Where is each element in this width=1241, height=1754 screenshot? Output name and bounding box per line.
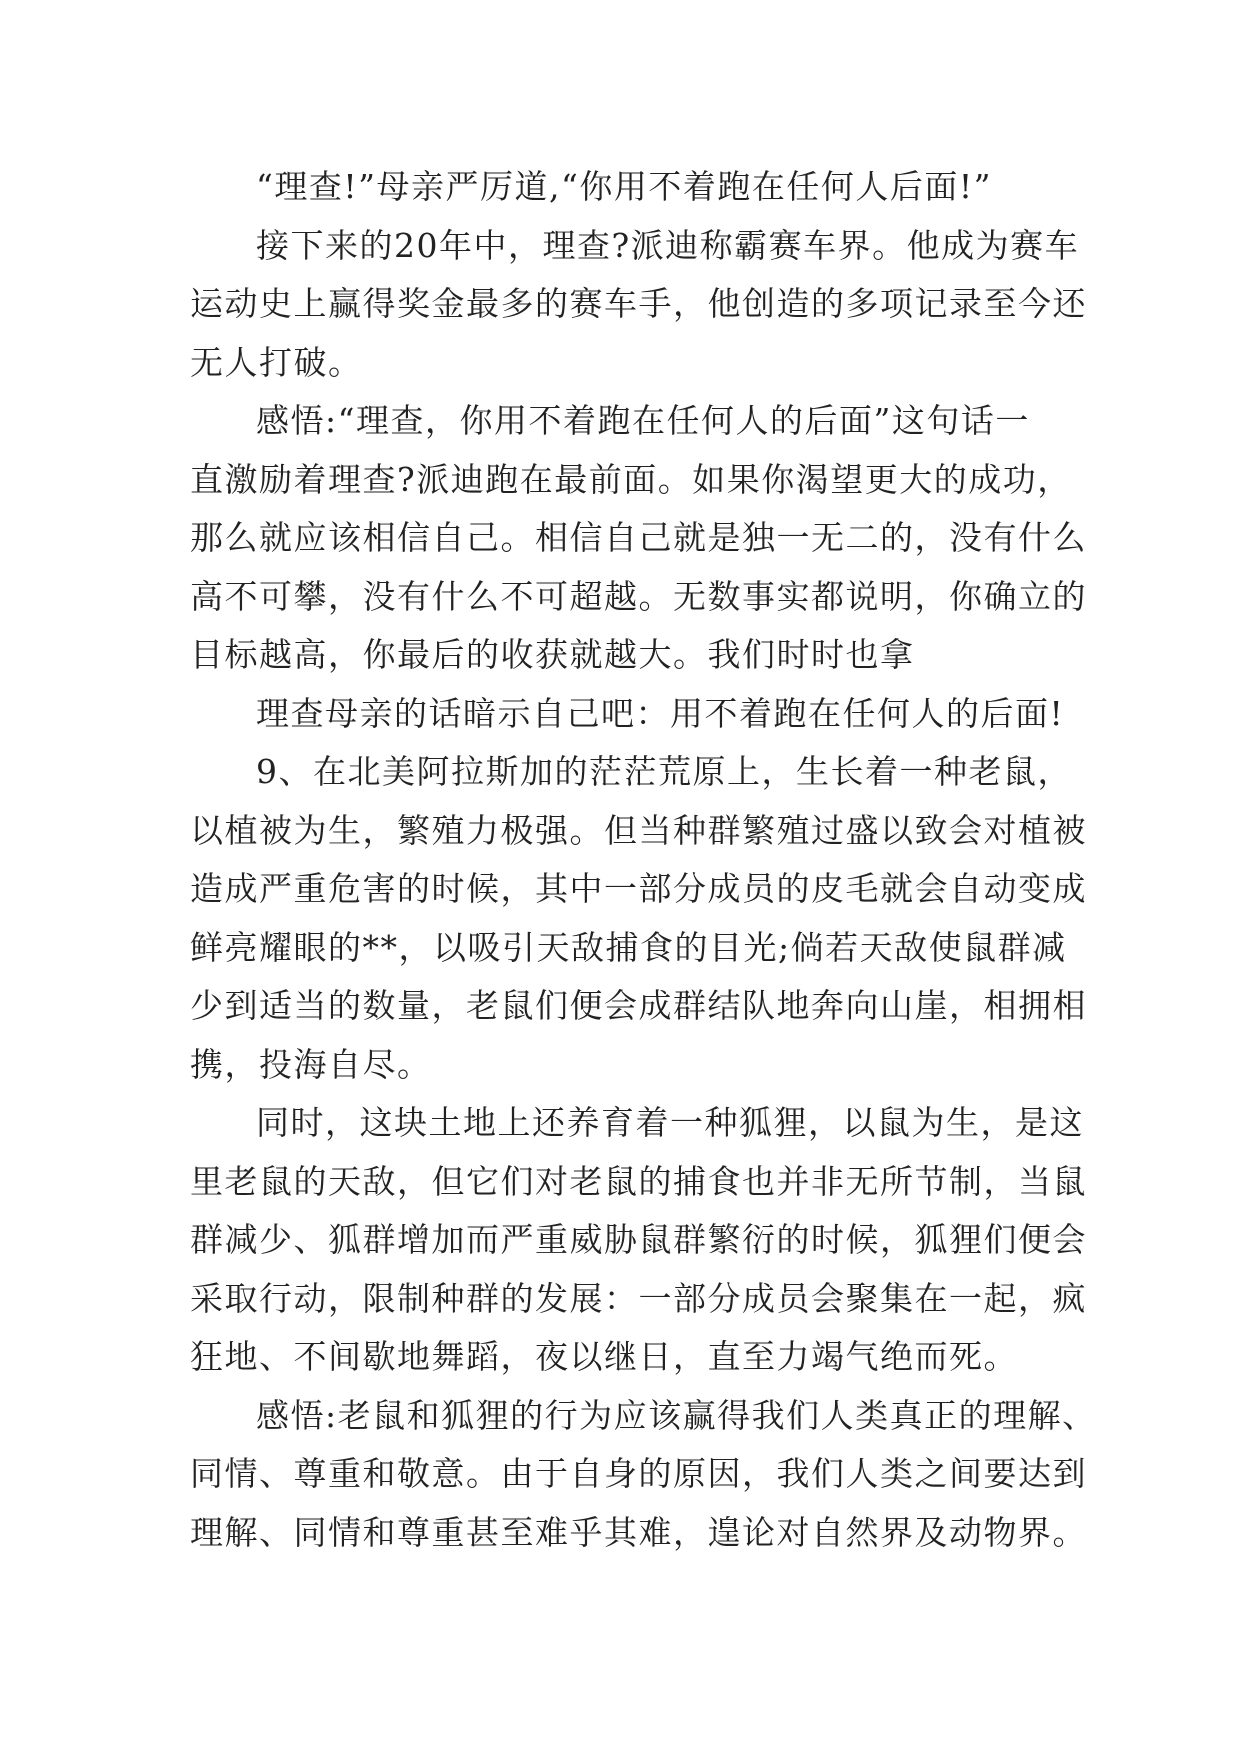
- text-line: 以植被为生，繁殖力极强。但当种群繁殖过盛以致会对植被: [190, 810, 1087, 850]
- text-line: 同时，这块土地上还养育着一种狐狸，以鼠为生，是这: [256, 1103, 1084, 1142]
- text-line: 狂地、不间歇地舞蹈，夜以继日，直至力竭气绝而死。: [190, 1337, 1018, 1376]
- text-line: 里老鼠的天敌，但它们对老鼠的捕食也并非无所节制，当鼠: [190, 1161, 1087, 1201]
- text-line: 高不可攀，没有什么不可超越。无数事实都说明，你确立的: [190, 576, 1087, 616]
- text-line: 直激励着理查?派迪跑在最前面。如果你渴望更大的成功，: [190, 459, 1072, 499]
- text-line: 目标越高，你最后的收获就越大。我们时时也拿: [190, 635, 915, 674]
- text-line: 同情、尊重和敬意。由于自身的原因，我们人类之间要达到: [190, 1454, 1087, 1493]
- text-line: 感悟:老鼠和狐狸的行为应该赢得我们人类真正的理解、: [256, 1395, 1097, 1435]
- text-line: 接下来的20年中，理查?派迪称霸赛车界。他成为赛车: [256, 225, 1080, 265]
- text-line: 感悟:“理查，你用不着跑在任何人的后面”这句话一: [256, 401, 1030, 440]
- text-line: 造成严重危害的时候，其中一部分成员的皮毛就会自动变成: [190, 869, 1087, 908]
- text-line: 少到适当的数量，老鼠们便会成群结队地奔向山崖，相拥相: [190, 986, 1087, 1025]
- text-line: 9、在北美阿拉斯加的茫茫荒原上，生长着一种老鼠，: [256, 752, 1072, 791]
- text-line: 鲜亮耀眼的**，以吸引天敌捕食的目光;倘若天敌使鼠群减: [190, 927, 1067, 967]
- text-line: 群减少、狐群增加而严重威胁鼠群繁衍的时候，狐狸们便会: [190, 1220, 1087, 1259]
- text-line: 理查母亲的话暗示自己吧：用不着跑在任何人的后面!: [256, 693, 1065, 733]
- text-line: 理解、同情和尊重甚至难乎其难，遑论对自然界及动物界。: [190, 1512, 1087, 1552]
- text-line: 那么就应该相信自己。相信自己就是独一无二的，没有什么: [190, 518, 1087, 557]
- text-line: 运动史上赢得奖金最多的赛车手，他创造的多项记录至今还: [190, 284, 1087, 323]
- text-line: 携，投海自尽。: [190, 1044, 432, 1084]
- text-line: “理查!”母亲严厉道,“你用不着跑在任何人后面!”: [256, 167, 992, 206]
- text-line: 无人打破。: [190, 342, 363, 382]
- document-body: [190, 158, 1097, 1562]
- text-line: 采取行动，限制种群的发展：一部分成员会聚集在一起，疯: [190, 1278, 1087, 1318]
